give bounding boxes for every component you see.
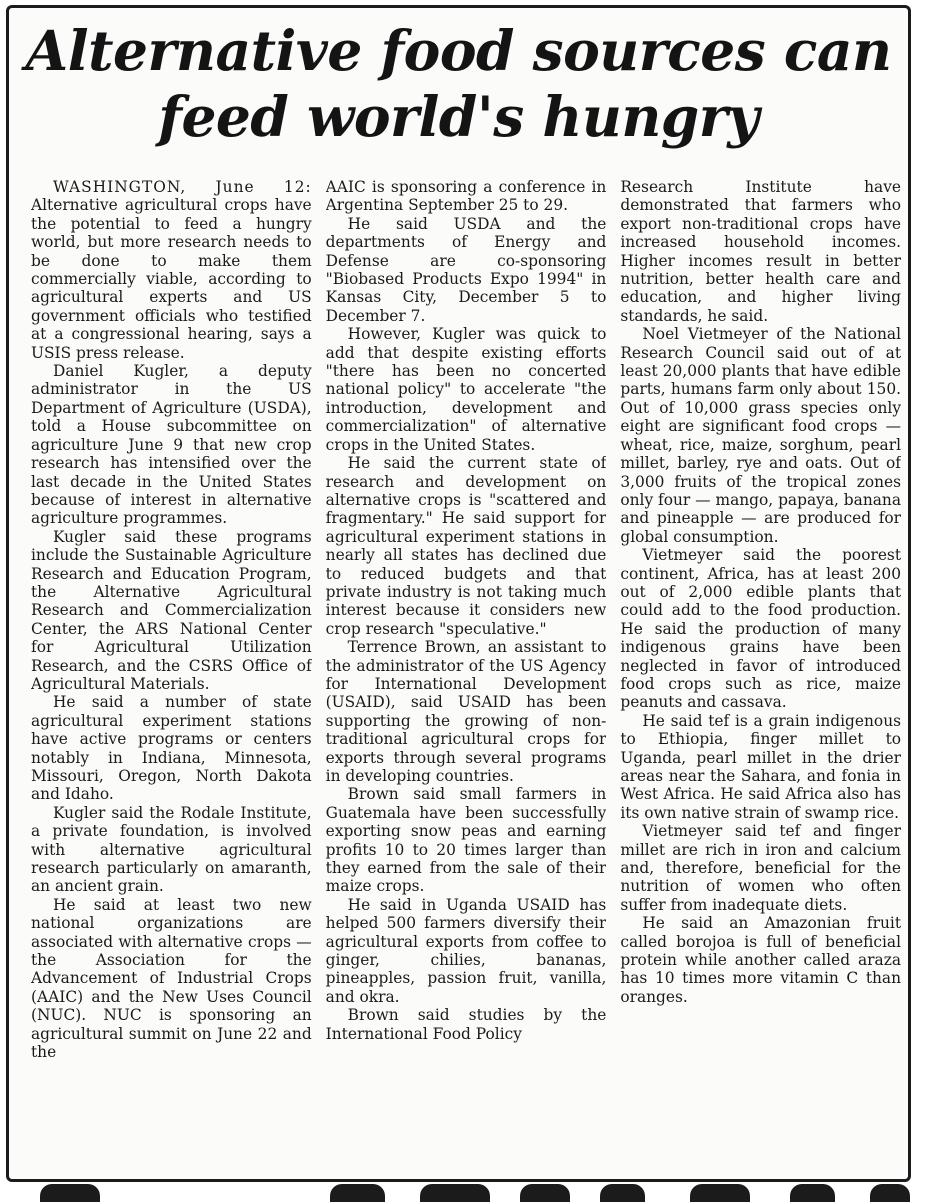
paragraph-text: Vietmeyer said the poorest continent, Africa, has at least 200 out of 2,000 edible plants that could add to the food production. He said the production of many indigenous grains have been neglected in favor of introduced food crops such as rice, maize peanuts and cassava. bbox=[620, 546, 902, 712]
paragraph-text: Daniel Kugler, a deputy administrator in the US Department of Agriculture (USDA), told a House subcommittee on agriculture June 9 that new crop research has intensified over the last decade in the United States because of interest in alternative agriculture programmes. bbox=[31, 362, 312, 528]
article-paragraph bbox=[620, 325, 901, 546]
paragraph-text: Brown said small farmers in Guatemala have been successfully exporting snow peas and earning profits 10 to 20 times larger than they earned from the sale of their maize crops. bbox=[325, 785, 607, 896]
article-column-3 bbox=[620, 178, 901, 1178]
paragraph-text: Kugler said the Rodale Institute, a private foundation, is involved with alternative agricultural research particularly on amaranth, an ancient grain. bbox=[31, 803, 312, 896]
paragraph-text: He said at least two new national organizations are associated with alternative crops — the Association for the Advancement of Industrial Crops (AAIC) and the New Uses Council (NUC). NUC is sponsoring an agricultural summit on June 22 and the bbox=[31, 895, 312, 1062]
news-clipping bbox=[6, 5, 911, 1182]
article-paragraph bbox=[31, 896, 312, 1062]
paragraph-text: Noel Vietmeyer of the National Research Council said out of at least 20,000 plants that have edible parts, humans farm only about 150. Out of 10,000 grass species only eight are significant food crops — wheat, rice, maize, sorghum, pearl millet, barley, rye and oats. Out of 3,000 fruits of the tropical zones only four — mango, papaya, banana and pineapple — are produced for global consumption. bbox=[620, 325, 902, 546]
headline-line-1: Alternative food sources can bbox=[25, 18, 892, 83]
paragraph-text: However, Kugler was quick to add that despite existing efforts "there has been no concerted national policy" to accelerate "the introduction, development and commercialization" of alternative crops in the United States. bbox=[325, 325, 607, 454]
article-paragraph bbox=[620, 178, 901, 325]
article-paragraph bbox=[326, 178, 607, 215]
article-paragraph bbox=[620, 546, 901, 712]
article-paragraph bbox=[326, 785, 607, 895]
paragraph-text: He said USDA and the departments of Energy and Defense are co-sponsoring "Biobased Products Expo 1994" in Kansas City, December 5 to December 7. bbox=[325, 214, 607, 325]
article-paragraph bbox=[31, 362, 312, 528]
text-fragment bbox=[870, 1184, 910, 1202]
text-fragment bbox=[690, 1184, 750, 1202]
paragraph-text: Research Institute have demonstrated that farmers who export non-traditional crops have increased household incomes. Higher incomes result in better nutrition, better health care and education, and higher living standards, he said. bbox=[620, 178, 902, 325]
article-paragraph bbox=[326, 1006, 607, 1043]
article-paragraph bbox=[326, 325, 607, 454]
paragraph-text: Alternative agricultural crops have the potential to feed a hungry world, but more research needs to be done to make them commercially viable, according to agricultural experts and US government officials who testified at a congressional hearing, says a USIS press release. bbox=[31, 196, 312, 362]
paragraph-text: Brown said studies by the International Food Policy bbox=[325, 1006, 607, 1043]
text-fragment bbox=[520, 1184, 570, 1202]
paragraph-text: Kugler said these programs include the Sustainable Agriculture Research and Education Program, the Alternative Agricultural Research and Commercialization Center, the ARS National Center for Agricultural Utilization Research, and the CSRS Office of Agricultural Materials. bbox=[31, 527, 312, 693]
article-body bbox=[31, 178, 901, 1178]
article-paragraph bbox=[31, 693, 312, 803]
article-paragraph bbox=[326, 215, 607, 325]
paragraph-text: AAIC is sponsoring a conference in Argentina September 25 to 29. bbox=[325, 178, 607, 215]
paragraph-text: Vietmeyer said tef and finger millet are rich in iron and calcium and, therefore, beneficial for the nutrition of women who often suffer from inadequate diets. bbox=[620, 822, 902, 914]
article-paragraph bbox=[620, 914, 901, 1006]
text-fragment bbox=[330, 1184, 385, 1202]
text-fragment bbox=[600, 1184, 645, 1202]
paragraph-text: He said an Amazonian fruit called borojoa is full of beneficial protein while another called araza has 10 times more vitamin C than oranges. bbox=[620, 914, 902, 1006]
paragraph-text: He said in Uganda USAID has helped 500 farmers diversify their agricultural exports from coffee to ginger, chilies, bananas, pineapples, passion fruit, vanilla, and okra. bbox=[325, 895, 607, 1006]
article-paragraph bbox=[620, 712, 901, 822]
paragraph-text: Terrence Brown, an assistant to the administrator of the US Agency for International Development (USAID), said USAID has been supporting the growing of non-traditional agricultural crops for exports through several programs in developing countries. bbox=[325, 638, 607, 785]
text-fragment bbox=[420, 1184, 490, 1202]
article-paragraph bbox=[31, 178, 312, 362]
next-headline-fragment bbox=[0, 1184, 925, 1202]
paragraph-text: He said tef is a grain indigenous to Ethiopia, finger millet to Uganda, pearl millet in the drier areas near the Sahara, and fonia in West Africa. He said Africa also has its own native strain of swamp rice. bbox=[620, 711, 902, 822]
dateline: WASHINGTON, June 12: bbox=[53, 178, 312, 196]
article-paragraph bbox=[326, 638, 607, 785]
article-column-2 bbox=[326, 178, 607, 1178]
article-paragraph bbox=[326, 896, 607, 1006]
paragraph-text: He said the current state of research and development on alternative crops is "scattered and fragmentary." He said support for agricultural experiment stations in nearly all states has declined due to reduced budgets and that private industry is not taking much interest because it considers new crop research "speculative." bbox=[325, 454, 607, 638]
paragraph-text: He said a number of state agricultural experiment stations have active programs or centers notably in Indiana, Minnesota, Missouri, Oregon, North Dakota and Idaho. bbox=[31, 693, 312, 804]
article-column-1 bbox=[31, 178, 312, 1178]
article-paragraph bbox=[31, 528, 312, 694]
article-paragraph bbox=[31, 804, 312, 896]
headline bbox=[9, 18, 908, 150]
article-paragraph bbox=[620, 822, 901, 914]
headline-line-2: feed world's hungry bbox=[158, 84, 759, 149]
text-fragment bbox=[790, 1184, 835, 1202]
text-fragment bbox=[40, 1184, 100, 1202]
article-paragraph bbox=[326, 454, 607, 638]
